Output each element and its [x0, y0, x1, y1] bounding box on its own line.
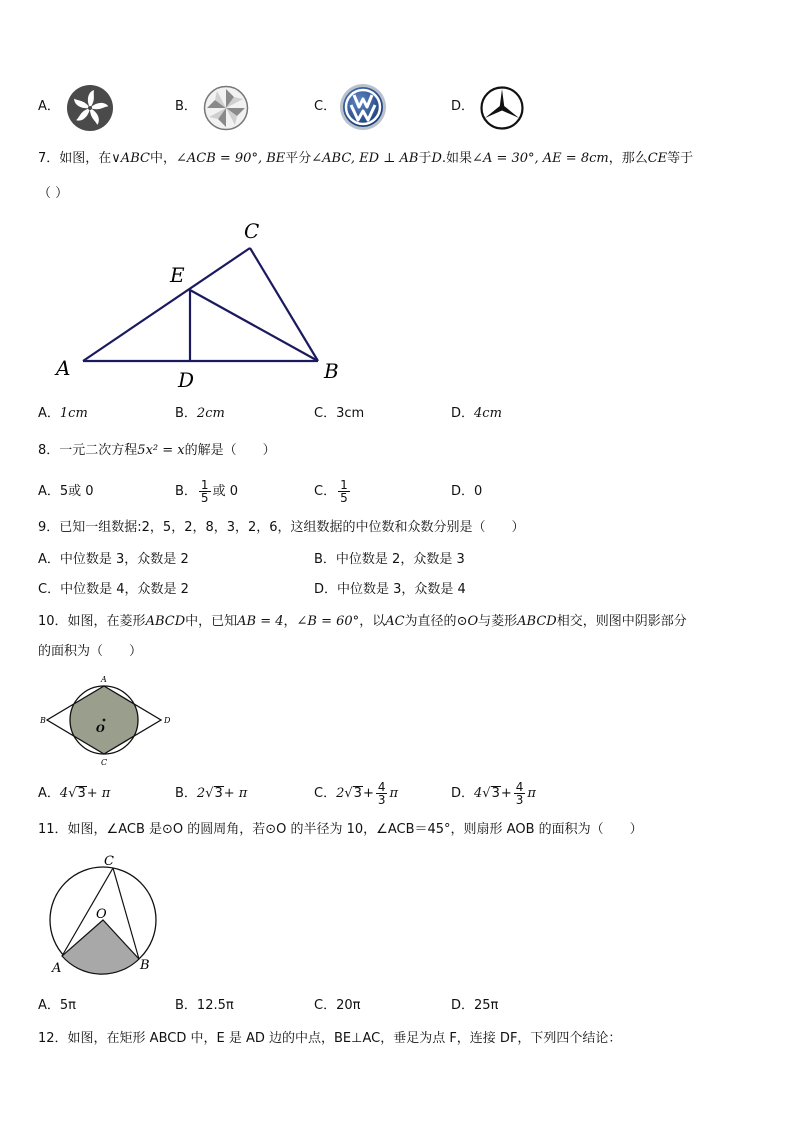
q10-rhombus-circle-figure	[38, 672, 178, 772]
q10-option-a: A．4√3+ π	[38, 786, 111, 801]
q7-label-a: A	[56, 356, 71, 380]
q10-label-o: O	[96, 724, 105, 735]
q7-label-d: D	[178, 368, 195, 392]
q8-option-a: A．5或 0	[38, 484, 94, 499]
question-8-stem: 8．一元二次方程5x² = x的解是（ ）	[38, 443, 276, 458]
q10-label-d: D	[164, 716, 171, 725]
q7-label-e: E	[170, 263, 185, 287]
q9-option-d: D．中位数是 3，众数是 4	[314, 582, 466, 597]
q8-option-d: D．0	[451, 484, 483, 499]
q7-math: ∨ABC	[111, 151, 150, 166]
q11-option-d: D．25π	[451, 998, 499, 1013]
q7-option-d: D．4cm	[451, 406, 502, 421]
q11-label-c: C	[104, 854, 114, 869]
question-10-stem-line2: 的面积为（ ）	[38, 644, 143, 659]
q6-option-c-letter: C．	[314, 99, 337, 114]
pinwheel-logo-icon	[203, 85, 249, 131]
question-7-blank: （ ）	[38, 186, 69, 201]
mercedes-benz-logo-icon	[479, 85, 525, 131]
q10-option-d: D．4√3+ $\frac{4}{3}$ π	[451, 780, 536, 807]
q11-option-a: A．5π	[38, 998, 77, 1013]
q11-label-a: A	[52, 961, 62, 976]
q7-option-c: C．3cm	[314, 406, 365, 421]
volkswagen-logo-icon	[339, 83, 387, 131]
q10-label-a: A	[101, 675, 107, 684]
q7-label-b: B	[324, 359, 339, 383]
q6-option-d-letter: D．	[451, 99, 475, 114]
question-12-stem: 12．如图，在矩形 ABCD 中，E 是 AD 边的中点，BE⊥AC，垂足为点 F，连接 DF，下列四个结论：	[38, 1031, 622, 1046]
q9-option-a: A．中位数是 3，众数是 2	[38, 552, 189, 567]
question-9-stem: 9．已知一组数据:2，5，2，8，3，2，6，这组数据的中位数和众数分别是（ ）	[38, 520, 525, 535]
q10-label-b: B	[40, 716, 46, 725]
question-7-stem: 7．如图，在∨ABC中，∠ACB = 90°, BE平分∠ABC, ED ⊥ AB于D.如果∠A = 30°, AE = 8cm，那么CE等于	[38, 151, 694, 166]
q10-option-b: B．2√3+ π	[175, 786, 248, 801]
q7-option-a: A．1cm	[38, 406, 88, 421]
q11-option-c: C．20π	[314, 998, 361, 1013]
q7-option-b: B．2cm	[175, 406, 225, 421]
q9-option-c: C．中位数是 4，众数是 2	[38, 582, 189, 597]
q11-option-b: B．12.5π	[175, 998, 234, 1013]
q11-label-b: B	[140, 958, 150, 973]
q10-label-c: C	[101, 758, 108, 767]
q7-label-c: C	[244, 219, 260, 243]
q9-option-b: B．中位数是 2，众数是 3	[314, 552, 465, 567]
q6-option-a-letter: A．	[38, 99, 60, 114]
q11-circle-sector-figure	[40, 852, 170, 982]
q7-triangle-figure	[50, 212, 360, 392]
q10-option-c: C．2√3+ $\frac{4}{3}$ π	[314, 780, 399, 807]
q6-option-b-letter: B．	[175, 99, 197, 114]
q8-option-c: C． $\frac{1}{5}$	[314, 478, 348, 505]
q11-label-o: O	[96, 907, 107, 922]
question-11-stem: 11．如图，∠ACB 是⊙O 的圆周角，若⊙O 的半径为 10，∠ACB＝45°，则扇形 AOB 的面积为（ ）	[38, 822, 643, 837]
question-10-stem: 10．如图，在菱形ABCD中，已知AB = 4，∠B = 60°，以AC为直径的⊙O与菱形ABCD相交，则图中阴影部分	[38, 614, 687, 629]
q8-option-b: B． $\frac{1}{5}$ 或 0	[175, 478, 238, 505]
q8-equation: 5x² = x	[137, 443, 185, 458]
hong-kong-bauhinia-logo-icon	[66, 84, 114, 132]
q7-number: 7．	[38, 151, 60, 166]
